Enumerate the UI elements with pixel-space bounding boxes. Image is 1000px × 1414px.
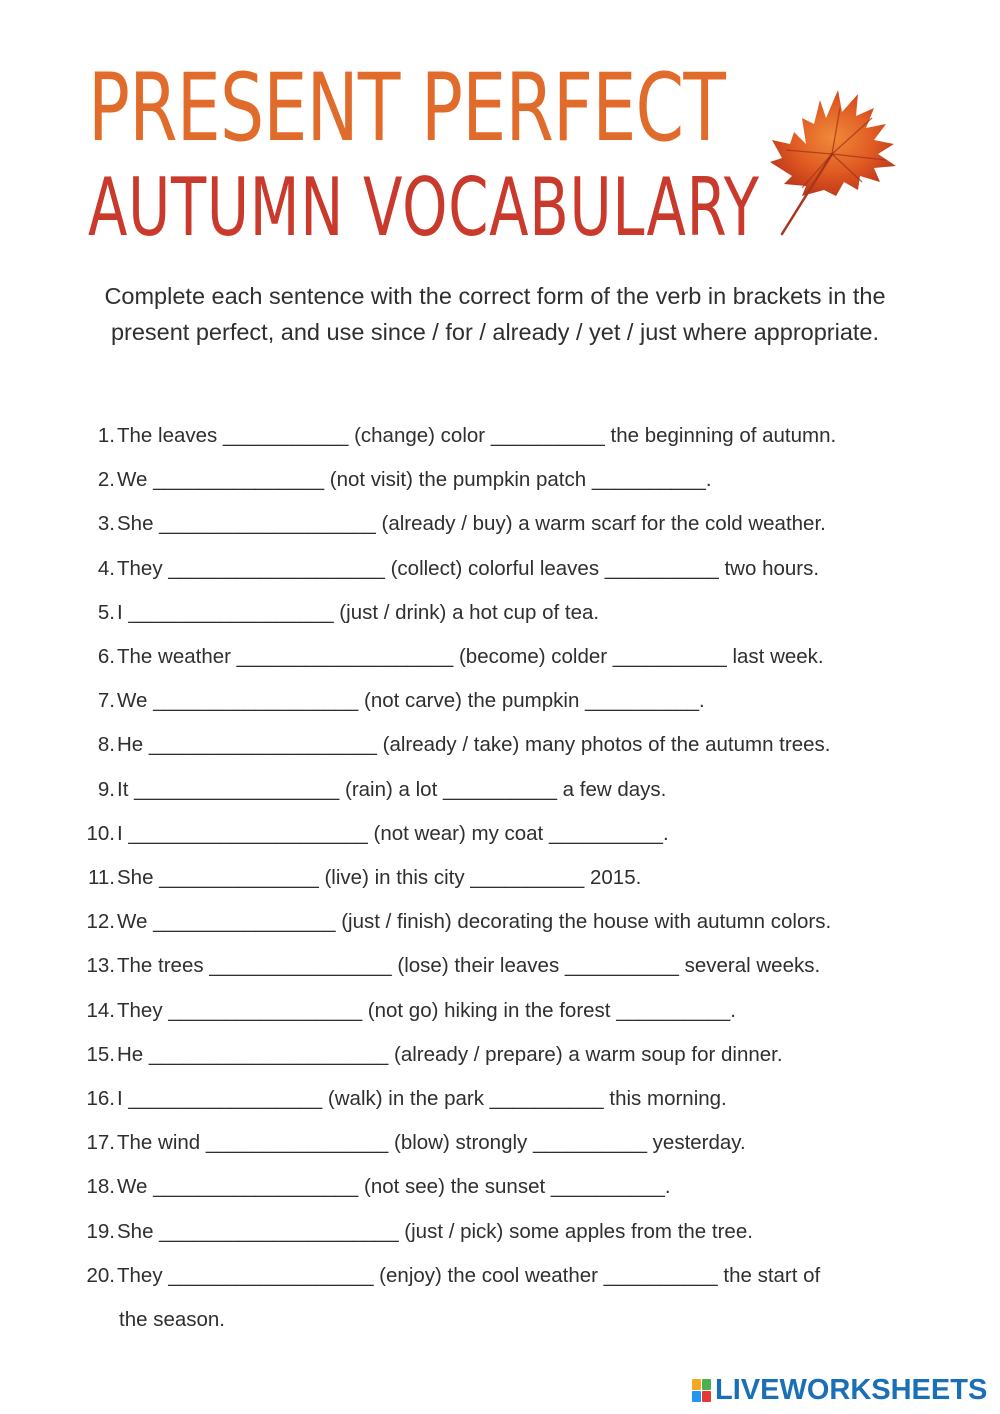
list-item: [70, 1121, 950, 1165]
list-item: [70, 1210, 950, 1254]
list-item: [70, 723, 950, 767]
item-number: 15.: [86, 1042, 115, 1066]
item-number: 17.: [86, 1131, 115, 1155]
list-item: [70, 1033, 950, 1077]
title-autumn-vocabulary: AUTUMN VOCABULARY: [88, 161, 760, 254]
liveworksheets-logo: [692, 1372, 987, 1408]
item-number: 3.: [97, 512, 115, 536]
item-sentence: He ____________________ (already / take) many photos of the autumn trees.: [117, 733, 831, 757]
list-item: [70, 591, 950, 635]
item-number: 13.: [86, 954, 115, 978]
item-sentence: We __________________ (not carve) the pumpkin __________.: [117, 689, 705, 713]
item-sentence: The trees ________________ (lose) their leaves __________ several weeks.: [117, 954, 821, 978]
instructions-text: Complete each sentence with the correct form of the verb in brackets in the present perfect, and use since / for / already / yet / just where appropriate.: [104, 283, 886, 345]
list-item: [70, 989, 950, 1033]
item-sentence: They __________________ (enjoy) the cool weather __________ the start of: [117, 1263, 821, 1287]
item-number: 9.: [97, 777, 115, 801]
list-item: [70, 635, 950, 679]
item-number: 10.: [86, 821, 115, 845]
item-number: 5.: [97, 600, 115, 624]
item-number: 2.: [97, 468, 115, 492]
item-sentence: It __________________ (rain) a lot __________ a few days.: [117, 777, 667, 801]
item-sentence: She ___________________ (already / buy) a warm scarf for the cold weather.: [117, 512, 826, 536]
list-item: [70, 768, 950, 812]
title-present-perfect: PRESENT PERFECT: [88, 54, 726, 163]
item-sentence: I __________________ (just / drink) a hot cup of tea.: [117, 600, 600, 624]
item-number: 7.: [97, 689, 115, 713]
item-sentence: They ___________________ (collect) colorful leaves __________ two hours.: [117, 556, 820, 580]
item-number: 14.: [86, 998, 115, 1022]
item-sentence: I _________________ (walk) in the park __________ this morning.: [117, 1087, 727, 1111]
maple-leaf-icon: [762, 78, 904, 238]
list-item: [70, 502, 950, 546]
list-item: [70, 1165, 950, 1209]
list-item: [70, 679, 950, 723]
list-item: [70, 547, 950, 591]
item-sentence: The wind ________________ (blow) strongly __________ yesterday.: [117, 1131, 746, 1155]
list-item: [70, 944, 950, 988]
item-number: 18.: [86, 1175, 115, 1199]
list-item: [70, 812, 950, 856]
item-sentence: The weather ___________________ (become) colder __________ last week.: [117, 645, 824, 669]
item-sentence: We _______________ (not visit) the pumpkin patch __________.: [117, 468, 712, 492]
item-sentence-continuation: the season.: [119, 1308, 225, 1332]
list-item: [70, 1077, 950, 1121]
item-number: 16.: [86, 1087, 115, 1111]
item-number: 6.: [97, 645, 115, 669]
item-number: 20.: [86, 1263, 115, 1287]
item-sentence: She _____________________ (just / pick) some apples from the tree.: [117, 1219, 753, 1243]
list-item: [70, 856, 950, 900]
list-item: [70, 458, 950, 502]
item-number: 12.: [86, 910, 115, 934]
item-sentence: She ______________ (live) in this city __________ 2015.: [117, 866, 642, 890]
item-number: 11.: [88, 866, 115, 890]
list-item: [70, 414, 950, 458]
list-item: [70, 1254, 950, 1298]
exercise-list: [70, 414, 950, 1342]
list-item: [70, 900, 950, 944]
item-number: 19.: [86, 1219, 115, 1243]
liveworksheets-logo-icon: [692, 1379, 711, 1402]
logo-text: LIVEWORKSHEETS: [715, 1373, 988, 1406]
item-number: 8.: [97, 733, 115, 757]
item-sentence: The leaves ___________ (change) color __________ the beginning of autumn.: [117, 424, 837, 447]
item-number: 4.: [97, 556, 115, 580]
item-sentence: They _________________ (not go) hiking in the forest __________.: [117, 998, 736, 1022]
item-sentence: We __________________ (not see) the sunset __________.: [117, 1175, 671, 1199]
item-number: 1.: [97, 424, 115, 447]
item-sentence: He _____________________ (already / prepare) a warm soup for dinner.: [117, 1042, 783, 1066]
list-item-continuation: [70, 1298, 950, 1342]
item-sentence: We ________________ (just / finish) decorating the house with autumn colors.: [117, 910, 832, 934]
item-sentence: I _____________________ (not wear) my coat __________.: [117, 821, 669, 845]
